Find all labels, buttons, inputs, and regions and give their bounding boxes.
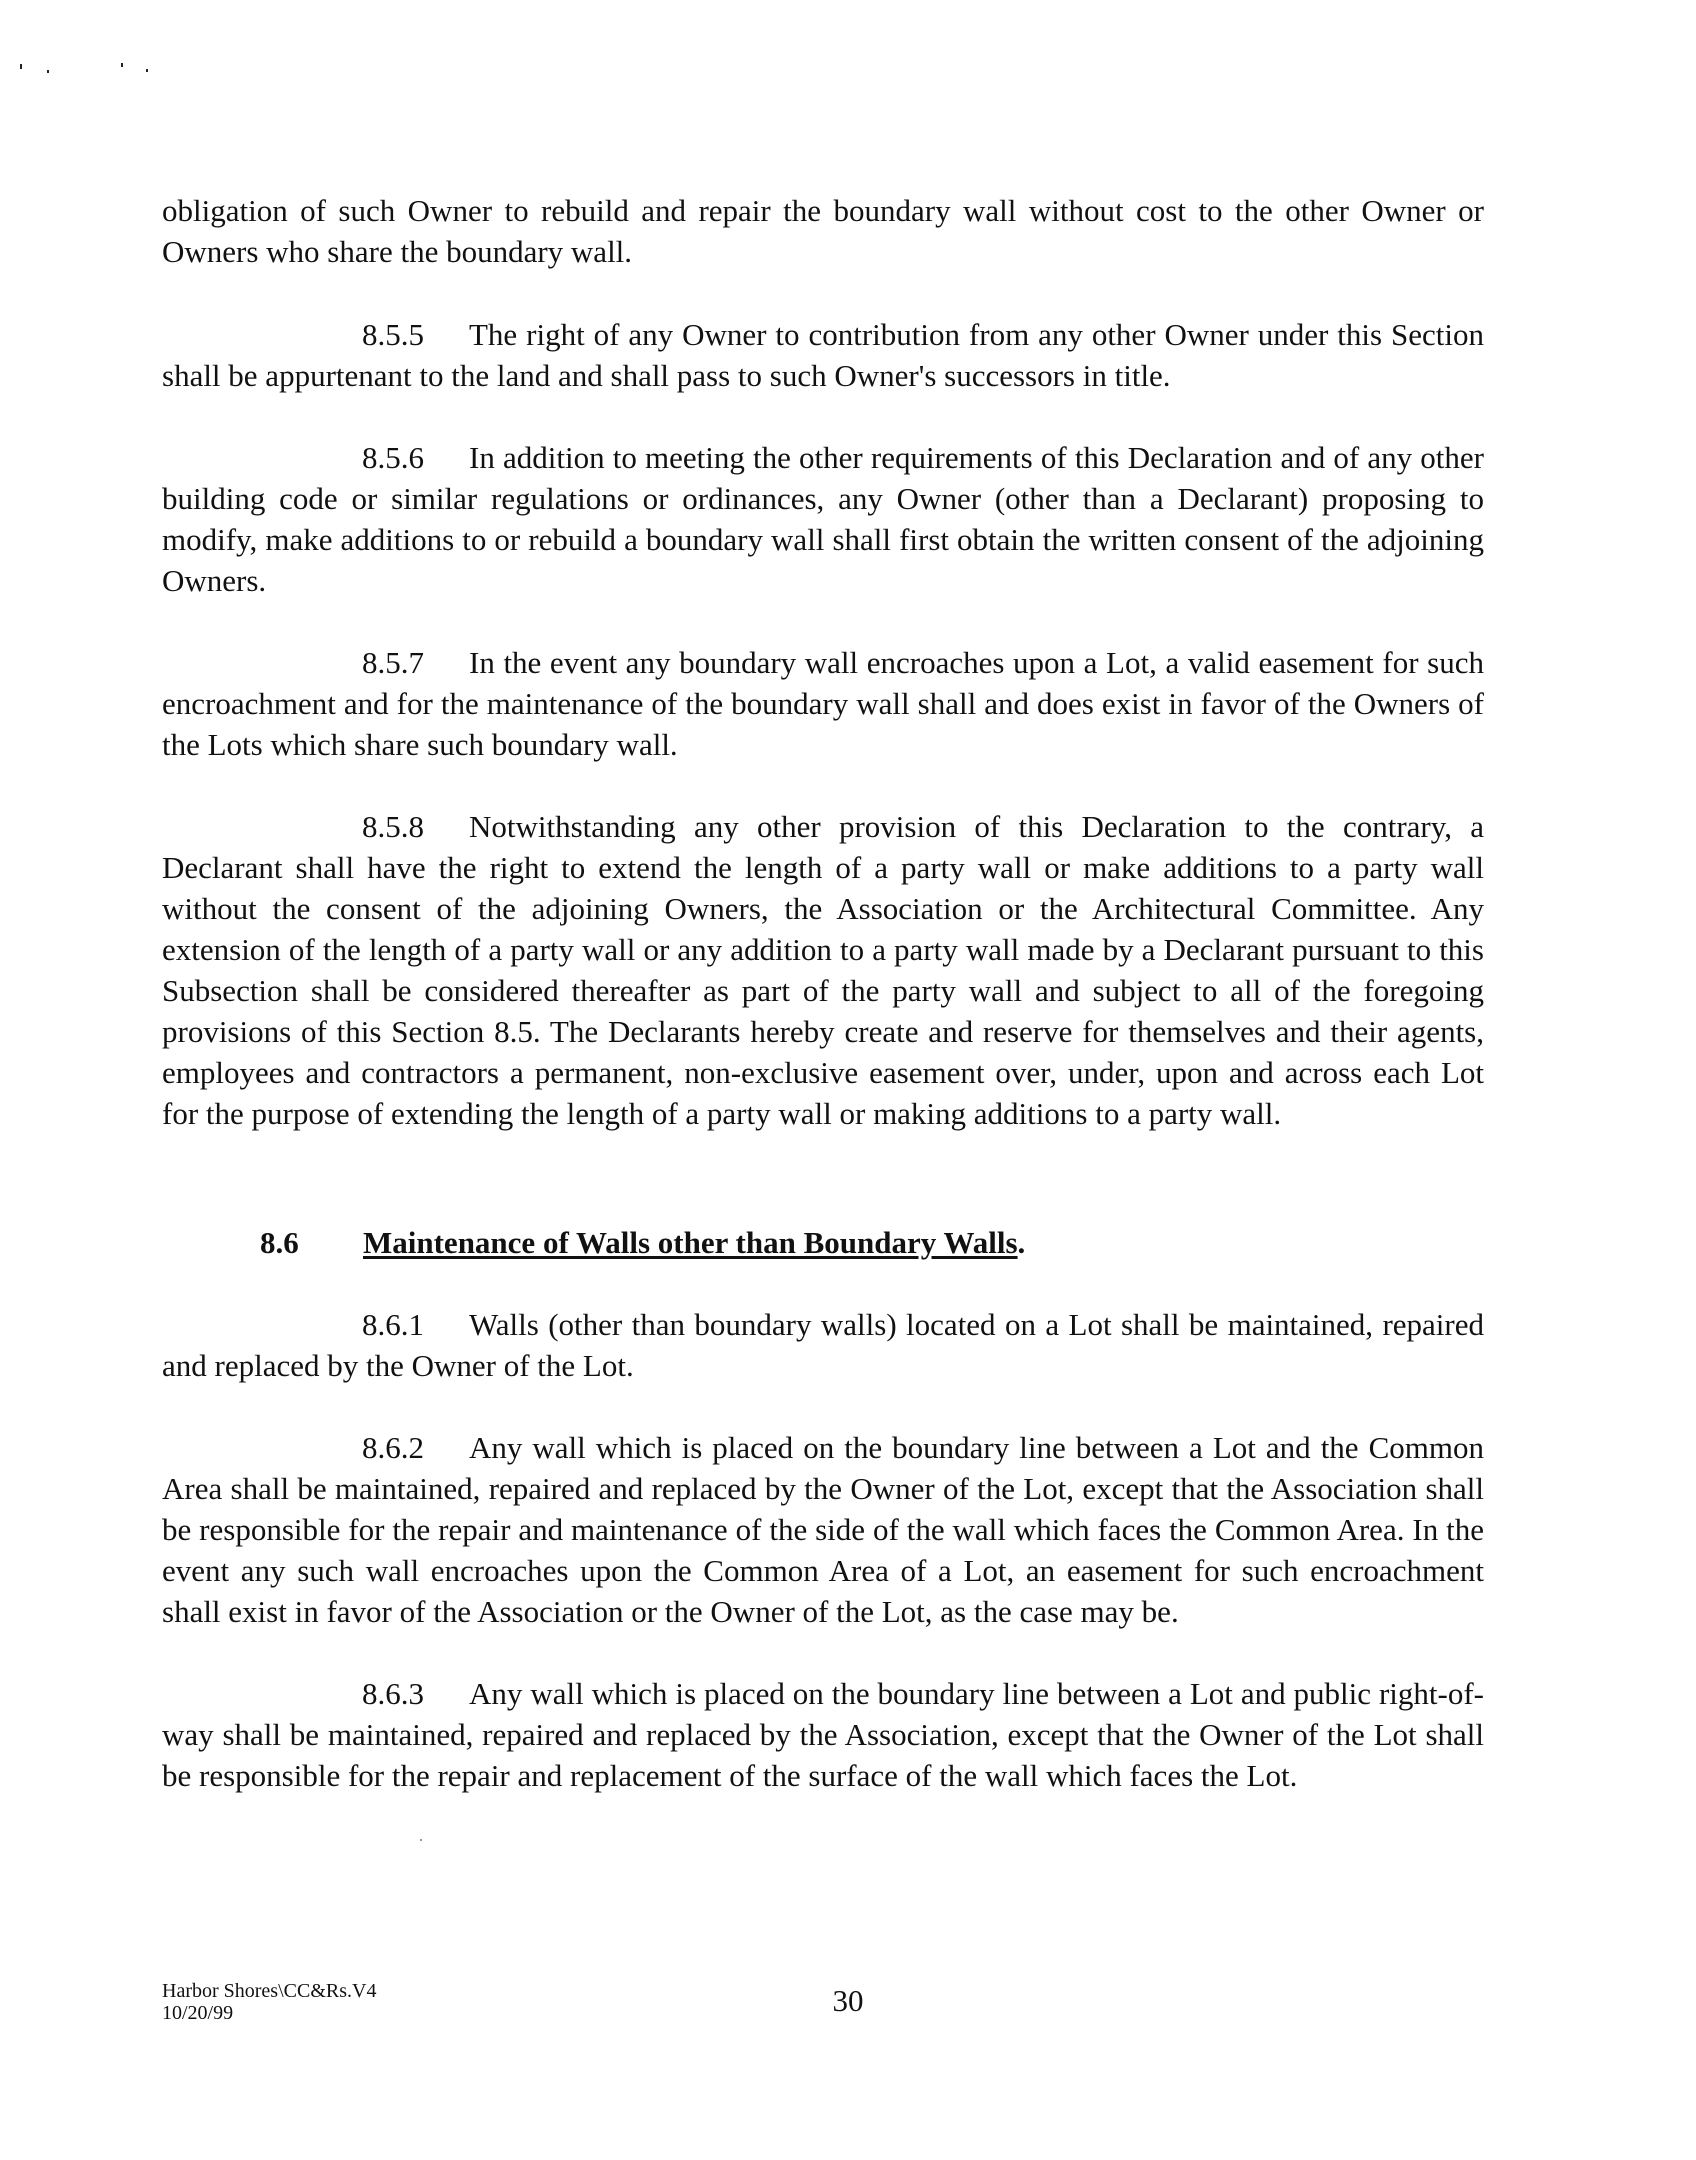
section-8-6-3 (162, 1673, 1484, 1796)
section-text: The right of any Owner to contribution from any other Owner under this Section shall be appurtenant to the land and shall pass to such Owner's successors in title. (162, 317, 1484, 393)
heading-title: Maintenance of Walls other than Boundary Walls (363, 1225, 1018, 1260)
section-8-5-8 (162, 806, 1484, 1134)
footer-date: 10/20/99 (162, 2002, 234, 2024)
section-8-6-1 (162, 1304, 1484, 1386)
section-text: In addition to meeting the other requirements of this Declaration and of any other building code or similar regulations or ordinances, any Owner (other than a Declarant) proposing to modify, make additions to or rebuild a boundary wall shall first obtain the written consent of the adjoining Owners. (162, 440, 1484, 598)
footer-file-name: Harbor Shores\CC&Rs.V4 (162, 1980, 377, 2002)
heading-number: 8.6 (260, 1225, 299, 1260)
section-text: Notwithstanding any other provision of this Declaration to the contrary, a Declarant shall have the right to extend the length of a party wall or make additions to a party wall without the consent of the adjoining Owners, the Association or the Architectural Committee. Any extension of the length of a party wall or any addition to a party wall made by a Declarant pursuant to this Subsection shall be considered thereafter as part of the party wall and subject to all of the foregoing provisions of this Section 8.5. The Declarants hereby create and reserve for themselves and their agents, employees and contractors a permanent, non-exclusive easement over, under, upon and across each Lot for the purpose of extending the length of a party wall or making additions to a party wall. (162, 809, 1484, 1131)
heading-period: . (1017, 1225, 1026, 1260)
scan-dot (420, 1839, 422, 1841)
section-number: 8.6.3 (362, 1676, 424, 1711)
section-text: Any wall which is placed on the boundary line between a Lot and public right-of-way shall be maintained, repaired and replaced by the Association, except that the Owner of the Lot shall be responsible for the repair and replacement of the surface of the wall which faces the Lot. (162, 1676, 1484, 1793)
heading-8-6 (260, 1222, 1025, 1263)
section-text: Walls (other than boundary walls) located on a Lot shall be maintained, repaired and replaced by the Owner of the Lot. (162, 1307, 1484, 1383)
scan-specks (18, 58, 158, 78)
section-8-5-5 (162, 314, 1484, 396)
section-number: 8.5.7 (362, 645, 424, 680)
section-number: 8.5.8 (362, 809, 424, 844)
section-number: 8.5.6 (362, 440, 424, 475)
section-8-5-6 (162, 437, 1484, 601)
section-8-5-7 (162, 642, 1484, 765)
section-text: In the event any boundary wall encroaches upon a Lot, a valid easement for such encroachment and for the maintenance of the boundary wall shall and does exist in favor of the Owners of the Lots which share such boundary wall. (162, 645, 1484, 762)
section-8-6-2 (162, 1427, 1484, 1632)
continuation-paragraph: obligation of such Owner to rebuild and repair the boundary wall without cost to the other Owner or Owners who share the boundary wall. (162, 193, 1484, 269)
section-number: 8.6.1 (362, 1307, 424, 1342)
section-number: 8.5.5 (362, 317, 424, 352)
page-number: 30 (832, 1983, 864, 2018)
section-text: Any wall which is placed on the boundary line between a Lot and the Common Area shall be maintained, repaired and replaced by the Owner of the Lot, except that the Association shall be responsible for the repair and maintenance of the side of the wall which faces the Common Area. In the event any such wall encroaches upon the Common Area of a Lot, an easement for such encroachment shall exist in favor of the Association or the Owner of the Lot, as the case may be. (162, 1430, 1484, 1629)
section-number: 8.6.2 (362, 1430, 424, 1465)
